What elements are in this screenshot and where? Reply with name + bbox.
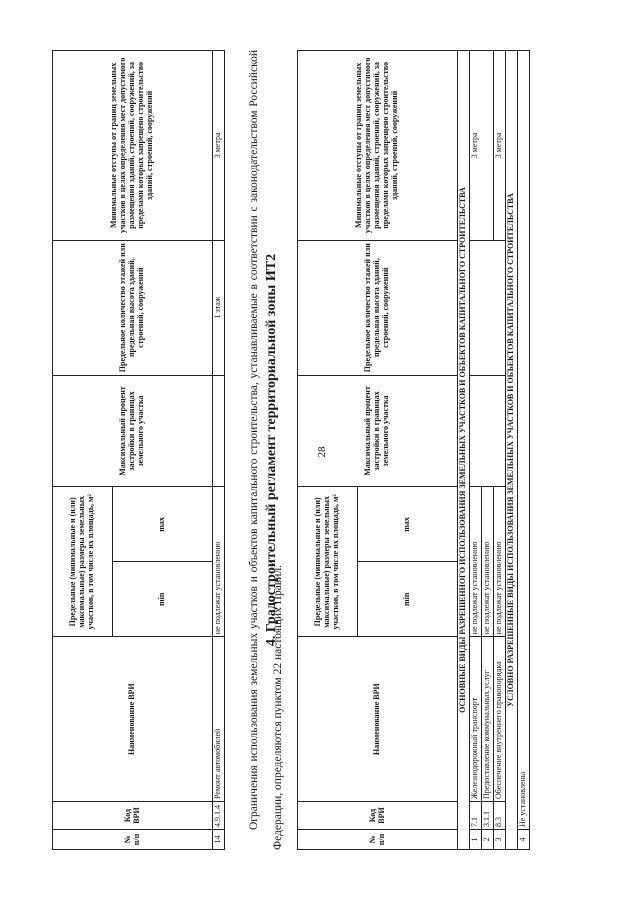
restrictions-paragraph: Ограничения использования земельных участков и объектов капитального строительства, устанавливаемые в соответствии с законодательством Российской Федерации, определяются пунктом 22 настоящих Правил. <box>248 50 284 850</box>
row-floors <box>469 240 505 375</box>
rotated-page-content <box>52 50 587 850</box>
header-num: № п/п <box>53 830 213 850</box>
header-name: Наименование ВРИ <box>298 637 458 802</box>
regulation-table-it2 <box>297 50 530 850</box>
header-max: max <box>113 487 213 562</box>
header-setbacks: Минимальные отступы от границ земельных участков в целях определения мест допустимого размещения зданий, строений, сооружений, за пределами которых запрещено строительство зданий, строений, сооружений <box>53 51 213 241</box>
header-num: № п/п <box>298 830 458 850</box>
header-floors: Предельное количество этажей или предельная высота зданий, строений, сооружений <box>298 240 458 375</box>
row-num: 4 <box>517 830 529 850</box>
section-heading: 4. Градостроительный регламент территориальной зоны ИТ2 <box>264 253 279 647</box>
row-name: Железнодорожный транспорт <box>469 637 481 802</box>
header-setbacks: Минимальные отступы от границ земельных участков в целях определения мест допустимого размещения зданий, строений, сооружений, за пределами которых запрещено строительство зданий, строений, сооружений <box>298 51 458 241</box>
row-code: 4.9.1.4 <box>213 802 225 830</box>
row-sizes: не подлежат установлению <box>493 487 505 637</box>
table-row <box>213 51 225 850</box>
row-percent <box>213 375 225 487</box>
table-row <box>469 51 481 850</box>
header-max: max <box>358 487 458 562</box>
row-sizes: не подлежат установлению <box>481 487 493 637</box>
header-code: Код ВРИ <box>298 802 458 830</box>
regulation-table-continued <box>52 50 225 850</box>
table-row <box>517 51 529 850</box>
page-number: 28 <box>316 446 328 458</box>
section-conditional-uses: УСЛОВНО РАЗРЕШЕННЫЕ ВИДЫ ИСПОЛЬЗОВАНИЯ ЗЕМЕЛЬНЫХ УЧАСТКОВ И ОБЪЕКТОВ КАПИТАЛЬНОГО СТРОИТЕЛЬСТВА <box>505 51 517 850</box>
row-sizes: не подлежат установлению <box>213 487 225 637</box>
row-num: 14 <box>213 830 225 850</box>
row-percent <box>469 375 505 487</box>
row-name: Ремонт автомобилей <box>213 637 225 802</box>
header-sizes: Предельные (минимальные и (или) максимальные) размеры земельных участков, в том числе их площадь, м² <box>53 487 113 637</box>
row-num: 2 <box>481 830 493 850</box>
row-code: 7.1 <box>469 802 481 830</box>
row-setback: 3 метра <box>213 51 225 241</box>
header-min: min <box>113 562 213 637</box>
header-percent: Максимальный процент застройки в границах земельного участка <box>298 375 458 487</box>
header-code: Код ВРИ <box>53 802 213 830</box>
row-code: 8.3 <box>493 802 505 830</box>
row-text: Не установлены <box>517 51 529 830</box>
header-min: min <box>358 562 458 637</box>
header-sizes: Предельные (минимальные и (или) максимальные) размеры земельных участков, в том числе их площадь, м² <box>298 487 358 637</box>
row-name: Предоставление коммунальных услуг <box>481 637 493 802</box>
row-setback: 3 метра <box>469 51 493 241</box>
row-sizes: не подлежат установлению <box>469 487 481 637</box>
row-floors: 1 этаж <box>213 240 225 375</box>
section-main-uses: ОСНОВНЫЕ ВИДЫ РАЗРЕШЕННОГО ИСПОЛЬЗОВАНИЯ ЗЕМЕЛЬНЫХ УЧАСТКОВ И ОБЪЕКТОВ КАПИТАЛЬНОГО СТРОИТЕЛЬСТВА <box>458 51 470 850</box>
row-name: Обеспечение внутреннего правопорядка <box>493 637 505 802</box>
header-percent: Максимальный процент застройки в границах земельного участка <box>53 375 213 487</box>
header-name: Наименование ВРИ <box>53 637 213 802</box>
row-code: 3.1.1 <box>481 802 493 830</box>
row-num: 3 <box>493 830 505 850</box>
row-setback: 3 метра <box>493 51 505 241</box>
row-num: 1 <box>469 830 481 850</box>
header-floors: Предельное количество этажей или предельная высота зданий, строений, сооружений <box>53 240 213 375</box>
